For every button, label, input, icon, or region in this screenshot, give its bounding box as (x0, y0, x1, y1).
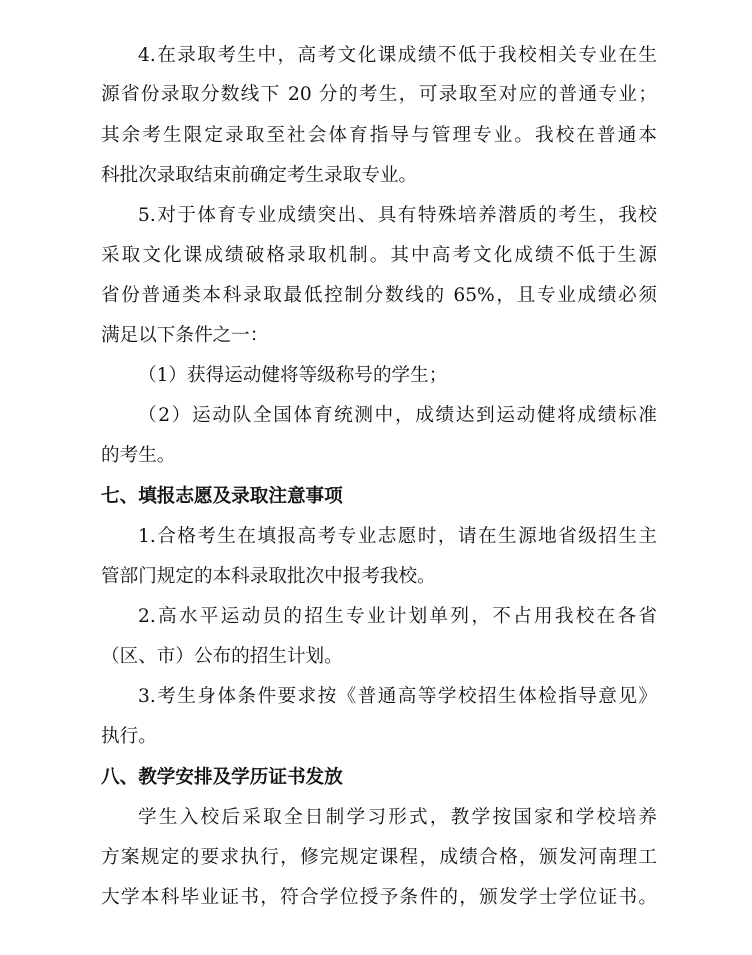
item5-line-3: 省份普通类本科录取最低控制分数线的 65%，且专业成绩必须 (101, 285, 657, 306)
section7-item1-line-2: 管部门规定的本科录取批次中报考我校。 (101, 566, 436, 587)
section8-paragraph-line-3: 大学本科毕业证书，符合学位授予条件的，颁发学士学位证书。 (101, 887, 657, 908)
item5-line-4: 满足以下条件之一： (101, 325, 269, 346)
item4-line-3: 其余考生限定录取至社会体育指导与管理专业。我校在普通本 (101, 125, 657, 146)
section7-heading: 七、填报志愿及录取注意事项 (101, 486, 343, 507)
item4-line-1: 4.在录取考生中，高考文化课成绩不低于我校相关专业在生 (138, 45, 657, 66)
condition2-line-1: （2）运动队全国体育统测中，成绩达到运动健将成绩标准 (138, 405, 657, 426)
section8-heading: 八、教学安排及学历证书发放 (101, 767, 343, 788)
section7-item2-line-2: （区、市）公布的招生计划。 (101, 646, 343, 667)
section7-item3-line-1: 3.考生身体条件要求按《普通高等学校招生体检指导意见》 (138, 686, 657, 707)
item5-line-2: 采取文化课成绩破格录取机制。其中高考文化成绩不低于生源 (101, 245, 657, 266)
section8-paragraph-line-1: 学生入校后采取全日制学习形式，教学按国家和学校培养 (138, 807, 657, 828)
section7-item1-line-1: 1.合格考生在填报高考专业志愿时，请在生源地省级招生主 (138, 526, 657, 547)
section7-item3-line-2: 执行。 (101, 726, 157, 747)
item4-line-2: 源省份录取分数线下 20 分的考生，可录取至对应的普通专业； (101, 84, 657, 105)
section8-paragraph-line-2: 方案规定的要求执行，修完规定课程，成绩合格，颁发河南理工 (101, 847, 657, 868)
condition2-line-2: 的考生。 (101, 445, 176, 466)
section7-item2-line-1: 2.高水平运动员的招生专业计划单列，不占用我校在各省 (138, 606, 657, 627)
item5-line-1: 5.对于体育专业成绩突出、具有特殊培养潜质的考生，我校 (138, 205, 657, 226)
item4-line-4: 科批次录取结束前确定考生录取专业。 (101, 165, 418, 186)
condition1-line-1: （1）获得运动健将等级称号的学生； (138, 365, 448, 386)
